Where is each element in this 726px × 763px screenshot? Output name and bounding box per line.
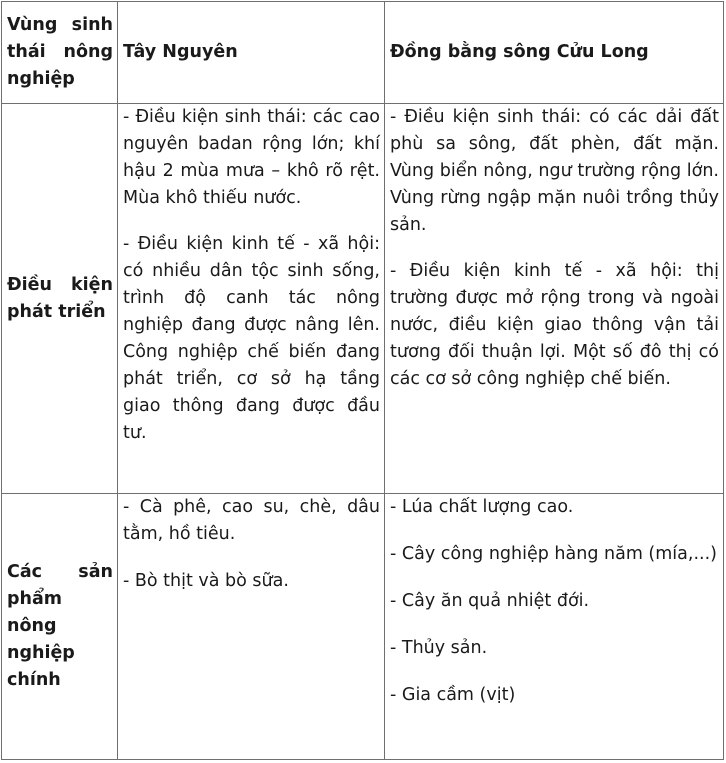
list-item: - Bò thịt và bò sữa. bbox=[123, 571, 289, 591]
header-tay-nguyen-cell bbox=[118, 2, 385, 104]
comparison-table bbox=[1, 1, 724, 760]
list-item: - Lúa chất lượng cao. bbox=[390, 497, 574, 517]
header-dbscl-label: Đồng bằng sông Cửu Long bbox=[390, 42, 649, 62]
header-dbscl-cell bbox=[385, 2, 724, 104]
conditions-tay-nguyen-cell bbox=[118, 104, 385, 494]
products-label-cell bbox=[2, 494, 118, 760]
list-item: - Cây công nghiệp hàng năm (mía,...) bbox=[390, 544, 717, 564]
list-item: - Thủy sản. bbox=[390, 638, 488, 658]
table-row-products bbox=[2, 494, 724, 760]
products-dbscl-cell bbox=[385, 494, 724, 760]
table-header-row bbox=[2, 2, 724, 104]
products-tay-nguyen-cell bbox=[118, 494, 385, 760]
conditions-dbscl-cell bbox=[385, 104, 724, 494]
list-item: - Gia cầm (vịt) bbox=[390, 685, 516, 705]
table-row-conditions bbox=[2, 104, 724, 494]
list-item: - Cây ăn quả nhiệt đới. bbox=[390, 591, 590, 611]
conditions-label-cell bbox=[2, 104, 118, 494]
conditions-label: Điều kiện phát triển bbox=[7, 274, 113, 322]
tay-nguyen-ecology-text: - Điều kiện sinh thái: các cao nguyên badan rộng lớn; khí hậu 2 mùa mưa – khô rõ rệt. Mùa khô thiếu nước. bbox=[123, 107, 380, 208]
dbscl-socioeconomic-text: - Điều kiện kinh tế - xã hội: thị trường được mở rộng trong và ngoài nước, điều kiện giao thông vận tải tương đối thuận lợi. Một số đô thị có các cơ sở công nghiệp chế biến. bbox=[390, 261, 719, 389]
header-region-cell bbox=[2, 2, 118, 104]
dbscl-ecology-text: - Điều kiện sinh thái: có các dải đất phù sa sông, đất phèn, đất mặn. Vùng biển nông, ngư trường rộng lớn. Vùng rừng ngập mặn nuôi trồng thủy sản. bbox=[390, 107, 719, 235]
tay-nguyen-socioeconomic-text: - Điều kiện kinh tế - xã hội: có nhiều dân tộc sinh sống, trình độ canh tác nông nghiệp đang được nâng lên. Công nghiệp chế biến đang phát triển, cơ sở hạ tầng giao thông đang được đầu tư. bbox=[123, 234, 380, 443]
products-label: Các sản phẩm nông nghiệp chính bbox=[7, 562, 113, 690]
header-tay-nguyen-label: Tây Nguyên bbox=[123, 42, 238, 62]
header-region-label: Vùng sinh thái nông nghiệp bbox=[7, 15, 113, 89]
list-item: - Cà phê, cao su, chè, dâu tằm, hồ tiêu. bbox=[123, 497, 380, 544]
